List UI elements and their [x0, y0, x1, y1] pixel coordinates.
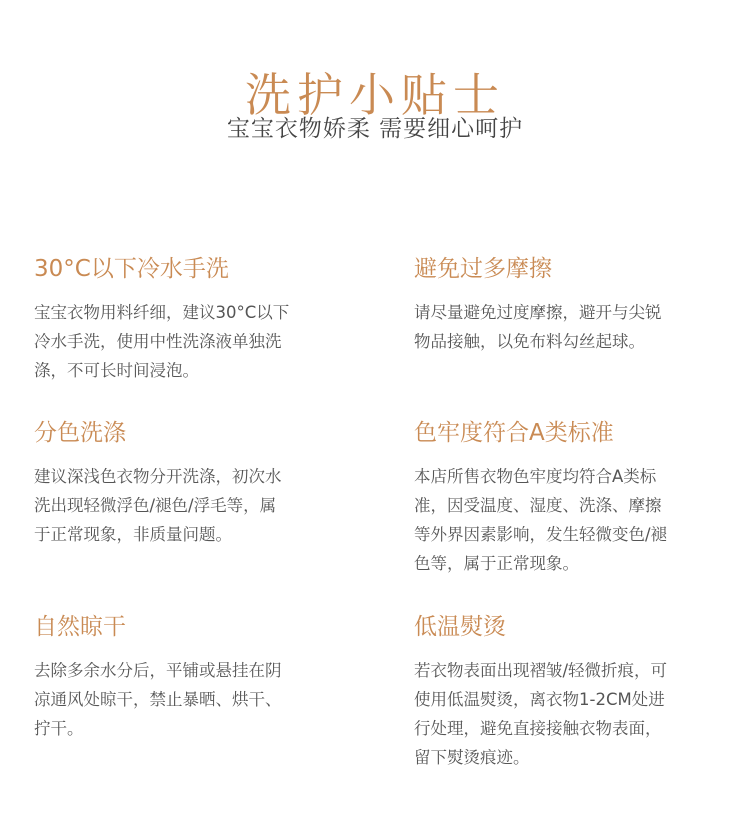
tip-body	[34, 656, 334, 743]
tip-air-dry	[34, 610, 334, 743]
tip-body-line: 建议深浅色衣物分开洗涤，初次水	[34, 467, 282, 486]
tip-body-line: 拧干。	[34, 719, 84, 738]
tip-body-line: 去除多余水分后，平铺或悬挂在阴	[34, 661, 282, 680]
tip-body-line: 凉通风处晾干，禁止暴晒、烘干、	[34, 690, 282, 709]
tip-title: 分色洗涤	[34, 420, 126, 446]
tip-body-line: 行处理，避免直接接触衣物表面，	[414, 719, 662, 738]
tip-body-line: 使用低温熨烫，离衣物1-2CM处进	[414, 690, 665, 709]
tip-low-temp-iron	[414, 610, 714, 772]
tip-body-line: 本店所售衣物色牢度均符合A类标	[414, 467, 657, 486]
page-title: 洗护小贴士	[245, 67, 505, 122]
tip-title: 低温熨烫	[414, 614, 506, 640]
tip-body	[34, 298, 334, 385]
tip-body-line: 宝宝衣物用料纤细，建议30°C以下	[34, 303, 290, 322]
tip-body	[414, 656, 714, 772]
tip-body-line: 物品接触，以免布料勾丝起球。	[414, 332, 645, 351]
tip-body-line: 留下熨烫痕迹。	[414, 748, 530, 767]
tip-body	[414, 462, 714, 578]
tip-body	[34, 462, 334, 549]
tip-body-line: 冷水手洗，使用中性洗涤液单独洗	[34, 332, 282, 351]
tip-cold-hand-wash	[34, 252, 334, 385]
tip-body	[414, 298, 714, 356]
tip-body-line: 请尽量避免过度摩擦，避开与尖锐	[414, 303, 662, 322]
page-subtitle: 宝宝衣物娇柔 需要细心呵护	[226, 116, 524, 142]
tip-title: 30°C以下冷水手洗	[34, 256, 229, 282]
tip-body-line: 色等，属于正常现象。	[414, 554, 579, 573]
tip-title: 避免过多摩擦	[414, 256, 552, 282]
tip-separate-colors	[34, 416, 334, 549]
tip-body-line: 等外界因素影响，发生轻微变色/褪	[414, 525, 668, 544]
tip-color-fastness	[414, 416, 714, 578]
tip-body-line: 洗出现轻微浮色/褪色/浮毛等，属	[34, 496, 277, 515]
tip-body-line: 若衣物表面出现褶皱/轻微折痕，可	[414, 661, 668, 680]
tip-body-line: 涤，不可长时间浸泡。	[34, 361, 199, 380]
tip-body-line: 于正常现象，非质量问题。	[34, 525, 232, 544]
tip-title: 色牢度符合A类标准	[414, 420, 614, 446]
tip-title: 自然晾干	[34, 614, 126, 640]
tip-body-line: 准，因受温度、湿度、洗涤、摩擦	[414, 496, 662, 515]
tip-avoid-friction	[414, 252, 714, 356]
